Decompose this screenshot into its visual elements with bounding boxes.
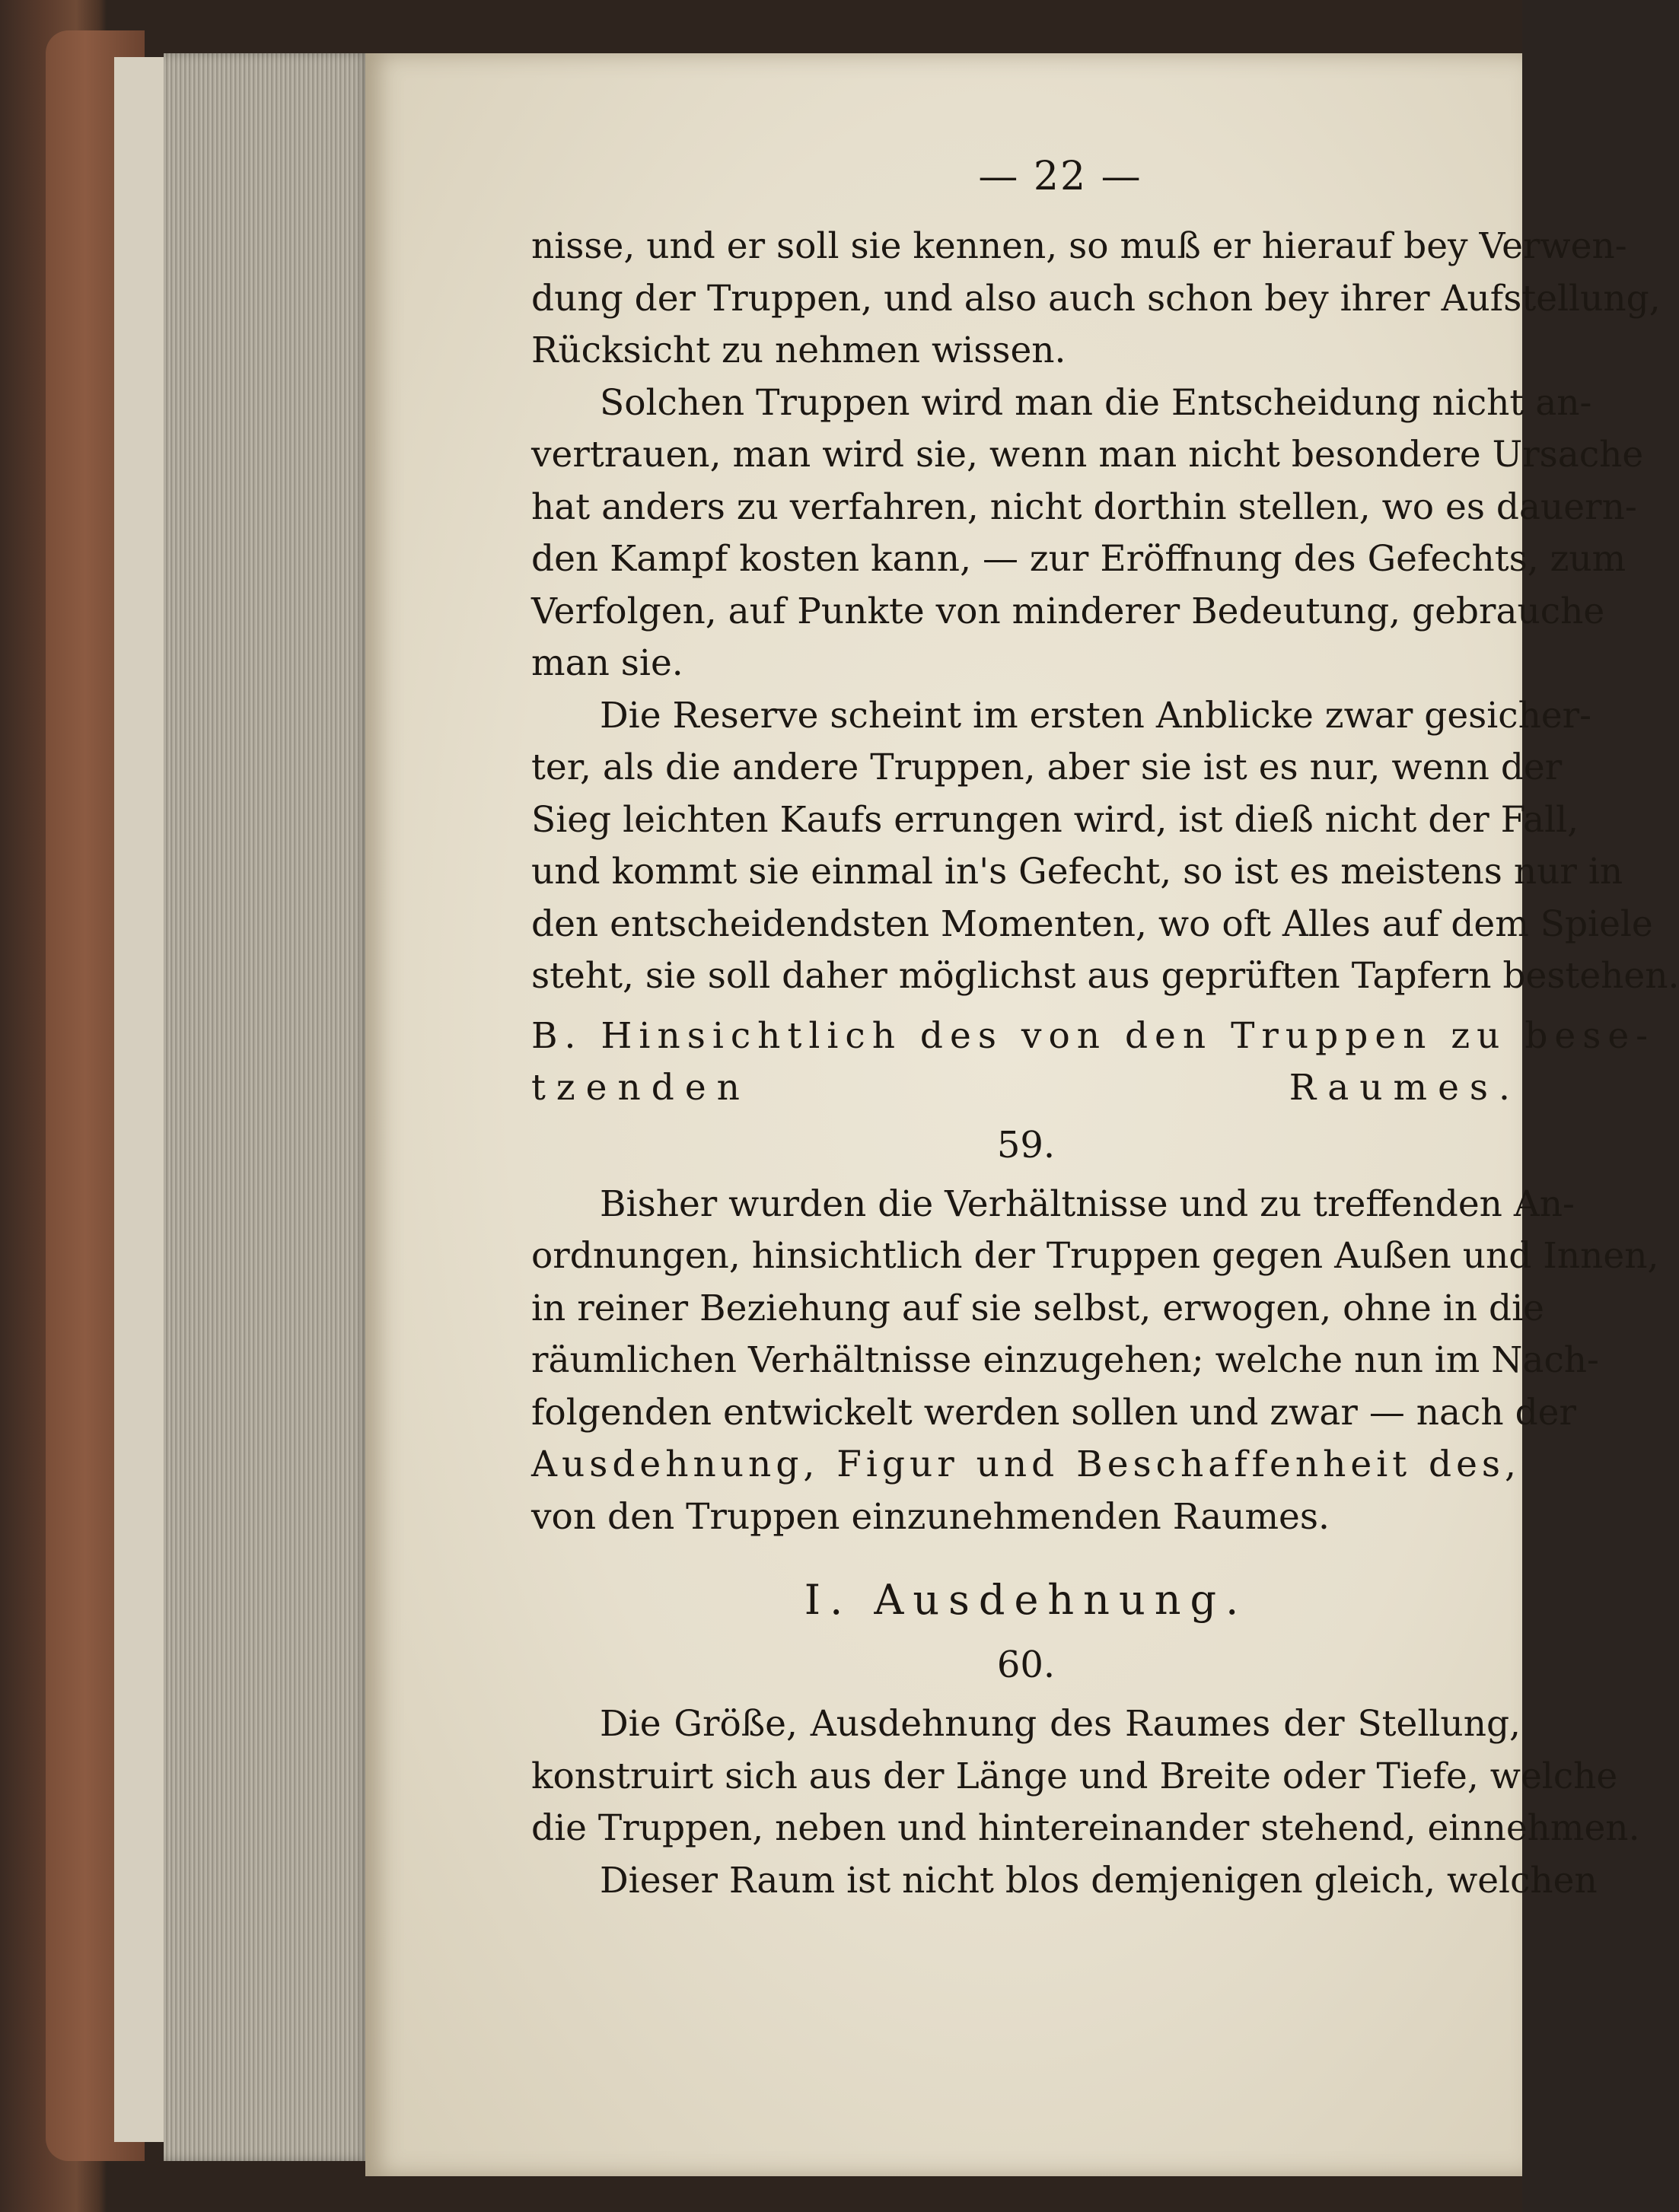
text-line: ordnungen, hinsichtlich der Truppen gegen Außen und Innen, [531,1235,1659,1277]
text-line: Die Reserve scheint im ersten Anblicke zwar gesicher- [600,694,1592,737]
text-line: Die Größe, Ausdehnung des Raumes der Stellung, [600,1703,1521,1745]
paragraph-number-59: 59. [996,1123,1056,1166]
text-line: den Kampf kosten kann, — zur Eröffnung des Gefechts, zum [531,538,1626,580]
paragraph-1 [531,221,1661,377]
section-b-heading [531,1011,1655,1115]
page-block [164,53,369,2161]
section-heading-line: B. Hinsichtlich des von den Truppen zu bese- [531,1014,1655,1057]
page-text [531,137,1679,1907]
text-line: vertrauen, man wird sie, wenn man nicht besondere Ursache [531,434,1644,476]
paragraph-4 [531,1179,1659,1544]
heading-ausdehnung: I. Ausdehnung. [804,1576,1248,1624]
text-line: Solchen Truppen wird man die Entscheidung nicht an- [600,381,1592,424]
text-line: in reiner Beziehung auf sie selbst, erwogen, ohne in die [531,1287,1544,1329]
text-line: den entscheidendsten Momenten, wo oft Alles auf dem Spiele [531,902,1653,945]
text-line: hat anders zu verfahren, nicht dorthin stellen, wo es dauern- [531,485,1637,528]
text-line: Ausdehnung, Figur und Beschaffenheit des, [531,1443,1521,1485]
book-page [365,53,1679,2176]
text-line: steht, sie soll daher möglichst aus geprüften Tapfern bestehen. [531,955,1679,997]
text-line: Sieg leichten Kaufs errungen wird, ist dieß nicht der Fall, [531,798,1579,841]
text-line: von den Truppen einzunehmenden Raumes. [531,1495,1330,1538]
text-line: Dieser Raum ist nicht blos demjenigen gleich, welchen [600,1859,1598,1902]
text-line: räumlichen Verhältnisse einzugehen; welche nun im Nach- [531,1339,1599,1381]
text-line: Verfolgen, auf Punkte von minderer Bedeutung, gebrauche [531,590,1605,632]
text-line: Rücksicht zu nehmen wissen. [531,329,1066,371]
section-heading-line: tzenden Raumes. [531,1067,1521,1109]
text-line: Bisher wurden die Verhältnisse und zu treffenden An- [600,1182,1575,1225]
text-line: ter, als die andere Truppen, aber sie ist es nur, wenn der [531,746,1563,788]
paragraph-5 [531,1698,1640,1907]
page-number: — 22 — [978,154,1142,199]
paragraph-number-60: 60. [996,1644,1056,1686]
text-line: man sie. [531,642,683,684]
text-line: folgenden entwickelt werden sollen und zwar — nach der [531,1391,1576,1434]
text-line: nisse, und er soll sie kennen, so muß er hierauf bey Verwen- [531,225,1627,267]
text-line: dung der Truppen, und also auch schon bey ihrer Aufstellung, [531,277,1661,320]
text-line: und kommt sie einmal in's Gefecht, so ist es meistens nur in [531,851,1623,893]
text-line: die Truppen, neben und hintereinander stehend, einnehmen. [531,1807,1640,1849]
text-line: konstruirt sich aus der Länge und Breite oder Tiefe, welche [531,1755,1618,1797]
paragraph-2 [531,377,1644,690]
paragraph-3 [531,690,1679,1003]
